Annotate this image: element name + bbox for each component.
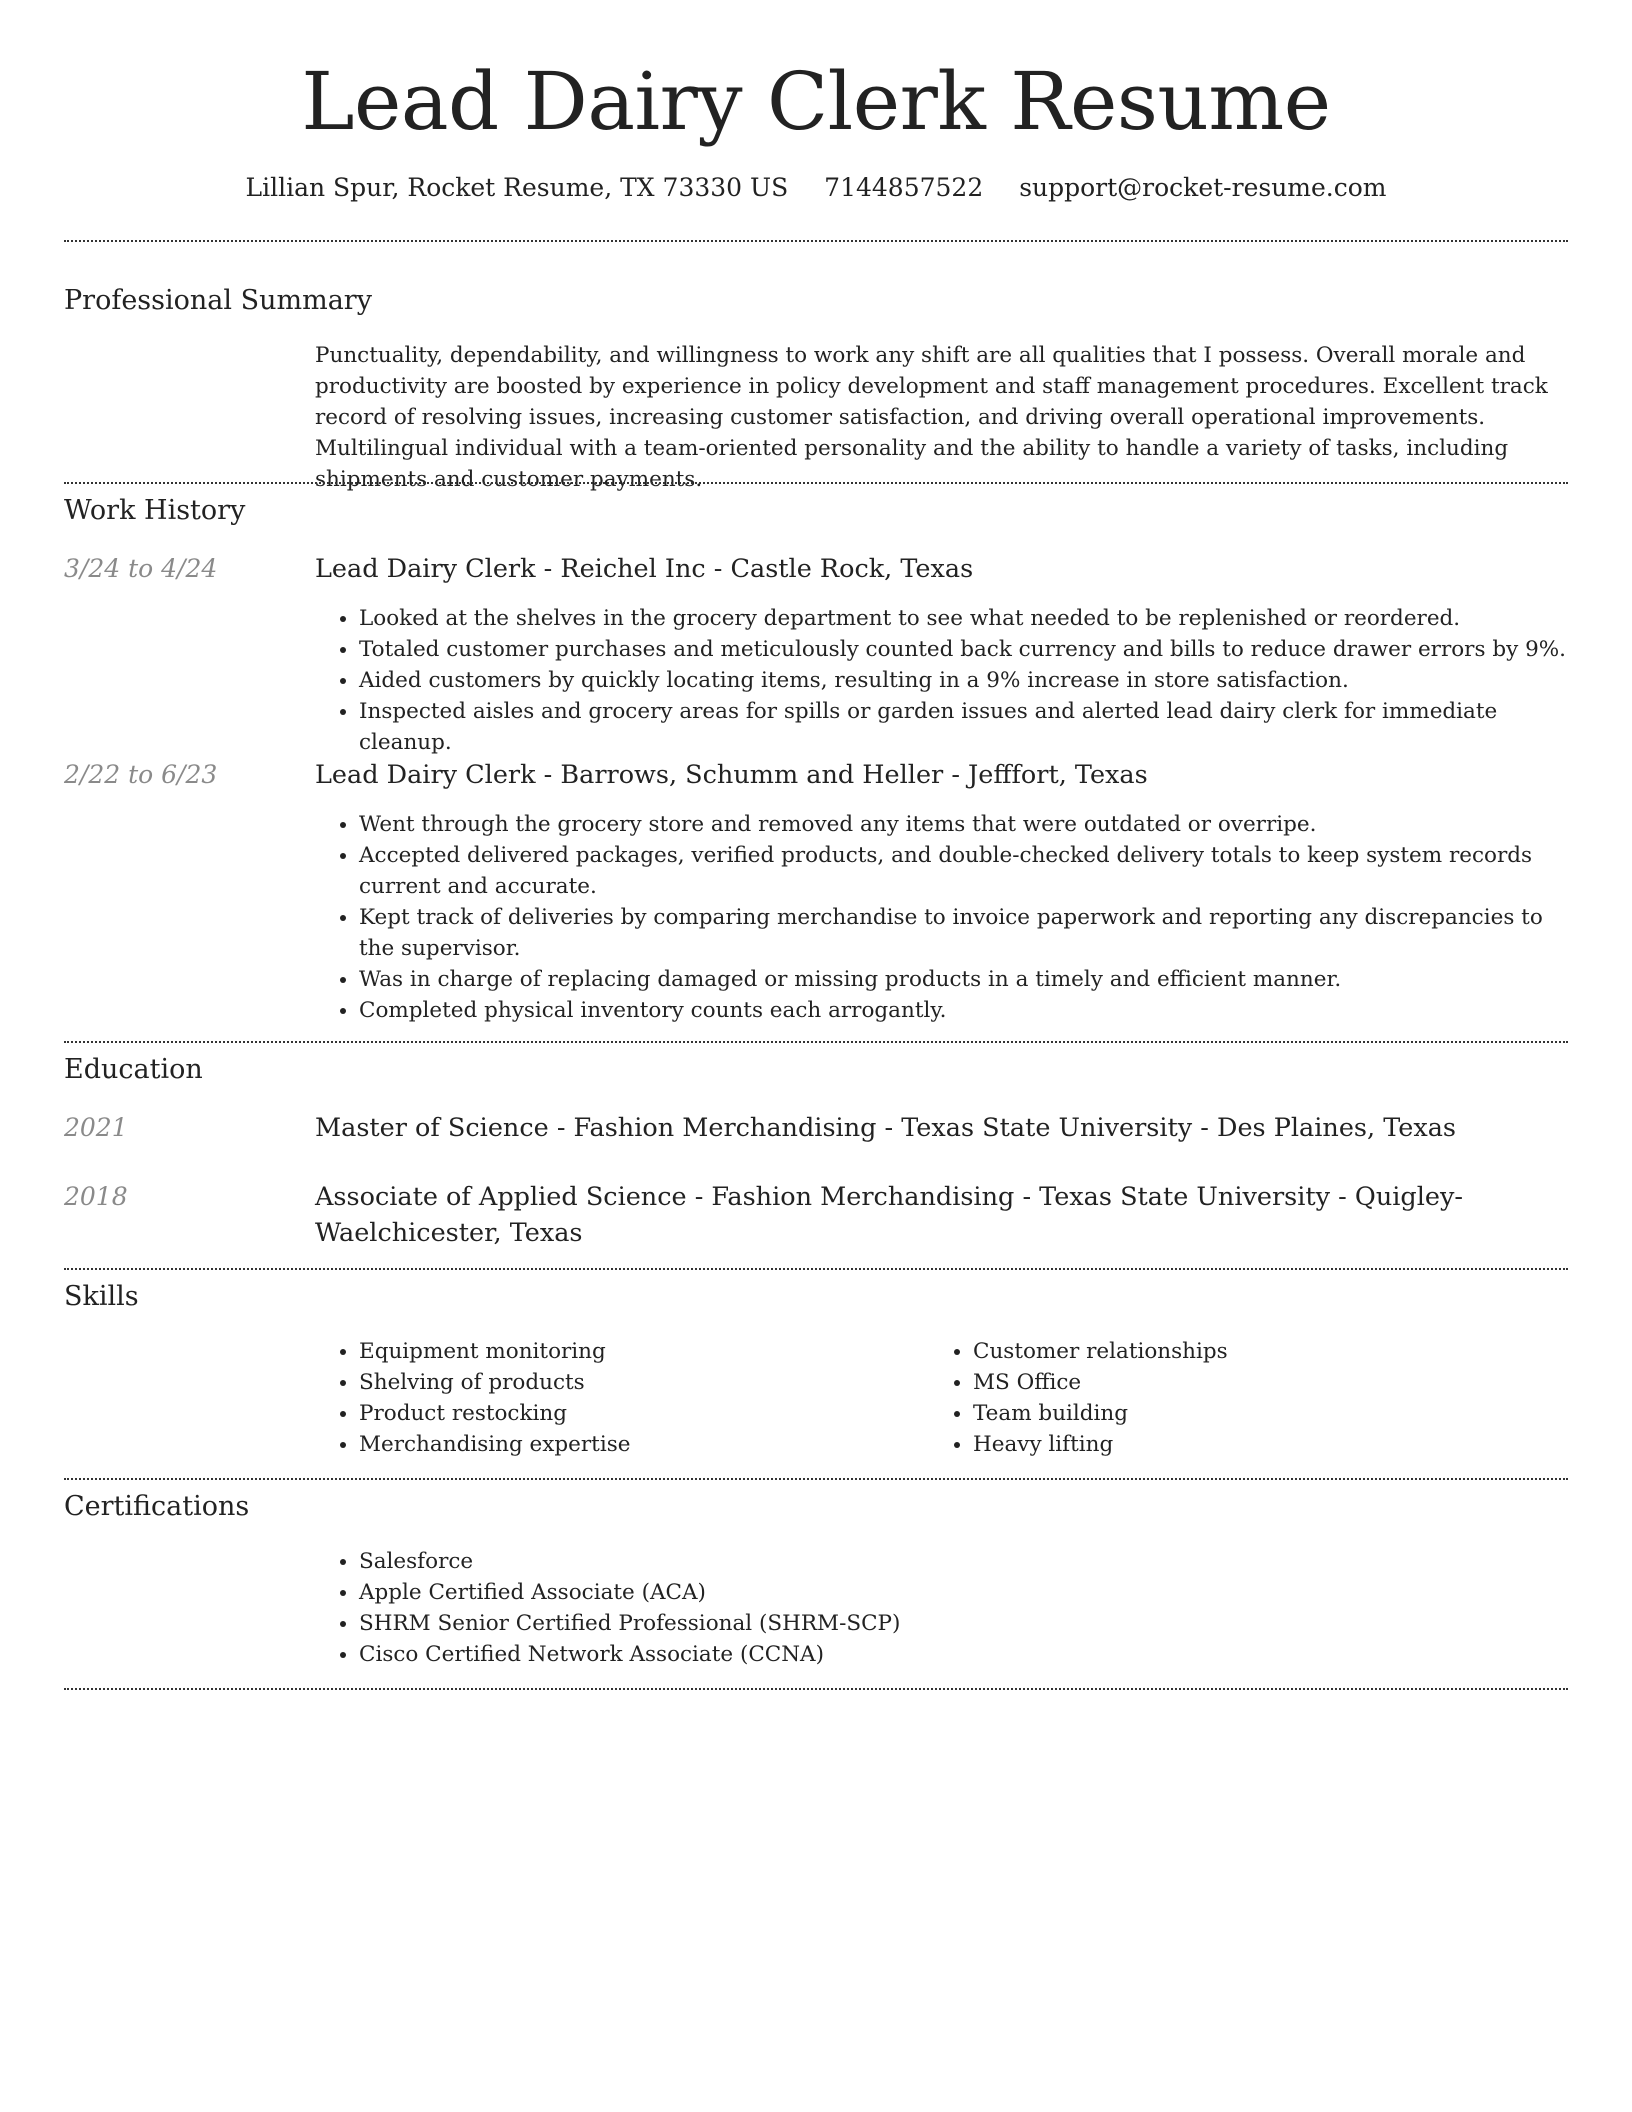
education-degree: Master of Science - Fashion Merchandising — [315, 1113, 877, 1143]
list-item: • Product restocking — [359, 1398, 915, 1429]
section-heading-education: Education — [64, 1054, 203, 1085]
list-item: • SHRM Senior Certified Professional (SHRM-SCP) — [359, 1608, 1568, 1639]
section-heading-work: Work History — [64, 495, 246, 526]
list-item: • Was in charge of replacing damaged or missing products in a timely and efficient manner. — [359, 964, 1568, 995]
contact-address: Lillian Spur, Rocket Resume, TX 73330 US — [245, 173, 789, 202]
list-item: • Cisco Certified Network Associate (CCNA) — [359, 1639, 1568, 1670]
job-dates: 3/24 to 4/24 — [64, 554, 218, 583]
education-year: 2021 — [64, 1113, 128, 1142]
list-item: • Heavy lifting — [973, 1429, 1568, 1460]
education-school: - Texas State University - Quigley-Waelchicester, Texas — [315, 1182, 1463, 1248]
section-divider — [64, 482, 1568, 484]
education-entry — [315, 1110, 1568, 1146]
job-bullets — [315, 809, 1568, 1026]
section-divider — [64, 1041, 1568, 1043]
job-bullets — [315, 603, 1568, 758]
resume-title: Lead Dairy Clerk Resume — [301, 55, 1331, 148]
section-divider — [64, 240, 1568, 242]
list-item: • MS Office — [973, 1367, 1568, 1398]
list-item: • Inspected aisles and grocery areas for spills or garden issues and alerted lead dairy clerk for immediate cleanup. — [359, 696, 1568, 758]
job-title: Lead Dairy Clerk - Barrows, Schumm and Heller - Jefffort, Texas — [315, 760, 1148, 790]
section-heading-certifications: Certifications — [64, 1491, 250, 1522]
list-item: • Accepted delivered packages, verified products, and double-checked delivery totals to keep system records current and accurate. — [359, 840, 1568, 902]
list-item: • Kept track of deliveries by comparing merchandise to invoice paperwork and reporting any discrepancies to the supervisor. — [359, 902, 1568, 964]
education-entry — [315, 1179, 1568, 1251]
education-degree: Associate of Applied Science - Fashion Merchandising — [315, 1182, 1015, 1212]
list-item: • Went through the grocery store and removed any items that were outdated or overripe. — [359, 809, 1568, 840]
list-item: • Equipment monitoring — [359, 1336, 915, 1367]
list-item: • Customer relationships — [973, 1336, 1568, 1367]
section-heading-summary: Professional Summary — [64, 285, 372, 316]
list-item: • Looked at the shelves in the grocery department to see what needed to be replenished or reordered. — [359, 603, 1568, 634]
list-item: • Completed physical inventory counts each arrogantly. — [359, 995, 1568, 1026]
summary-text: Punctuality, dependability, and willingness to work any shift are all qualities that I possess. Overall morale and productivity are boosted by experience in policy development and staff management procedures. Excellent track record of resolving issues, increasing customer satisfaction, and driving overall operational improvements. Multilingual individual with a team-oriented personality and the ability to handle a variety of tasks, including shipments and customer payments. — [315, 343, 1548, 492]
list-item: • Shelving of products — [359, 1367, 915, 1398]
section-heading-skills: Skills — [64, 1281, 139, 1312]
contact-line — [64, 170, 1568, 206]
certifications-list — [315, 1546, 1568, 1670]
contact-phone: 7144857522 — [824, 173, 984, 202]
list-item: • Merchandising expertise — [359, 1429, 915, 1460]
skills-list-right — [929, 1336, 1568, 1460]
list-item: • Apple Certified Associate (ACA) — [359, 1577, 1568, 1608]
contact-email: support@rocket-resume.com — [1019, 173, 1387, 202]
job-title: Lead Dairy Clerk - Reichel Inc - Castle Rock, Texas — [315, 554, 974, 584]
education-year: 2018 — [64, 1182, 128, 1211]
section-divider — [64, 1268, 1568, 1270]
education-school: - Texas State University - Des Plaines, Texas — [876, 1113, 1457, 1143]
skills-list-left — [315, 1336, 915, 1460]
list-item: • Team building — [973, 1398, 1568, 1429]
job-dates: 2/22 to 6/23 — [64, 760, 218, 789]
section-divider — [64, 1688, 1568, 1690]
section-divider — [64, 1478, 1568, 1480]
list-item: • Salesforce — [359, 1546, 1568, 1577]
list-item: • Aided customers by quickly locating items, resulting in a 9% increase in store satisfaction. — [359, 665, 1568, 696]
list-item: • Totaled customer purchases and meticulously counted back currency and bills to reduce drawer errors by 9%. — [359, 634, 1568, 665]
